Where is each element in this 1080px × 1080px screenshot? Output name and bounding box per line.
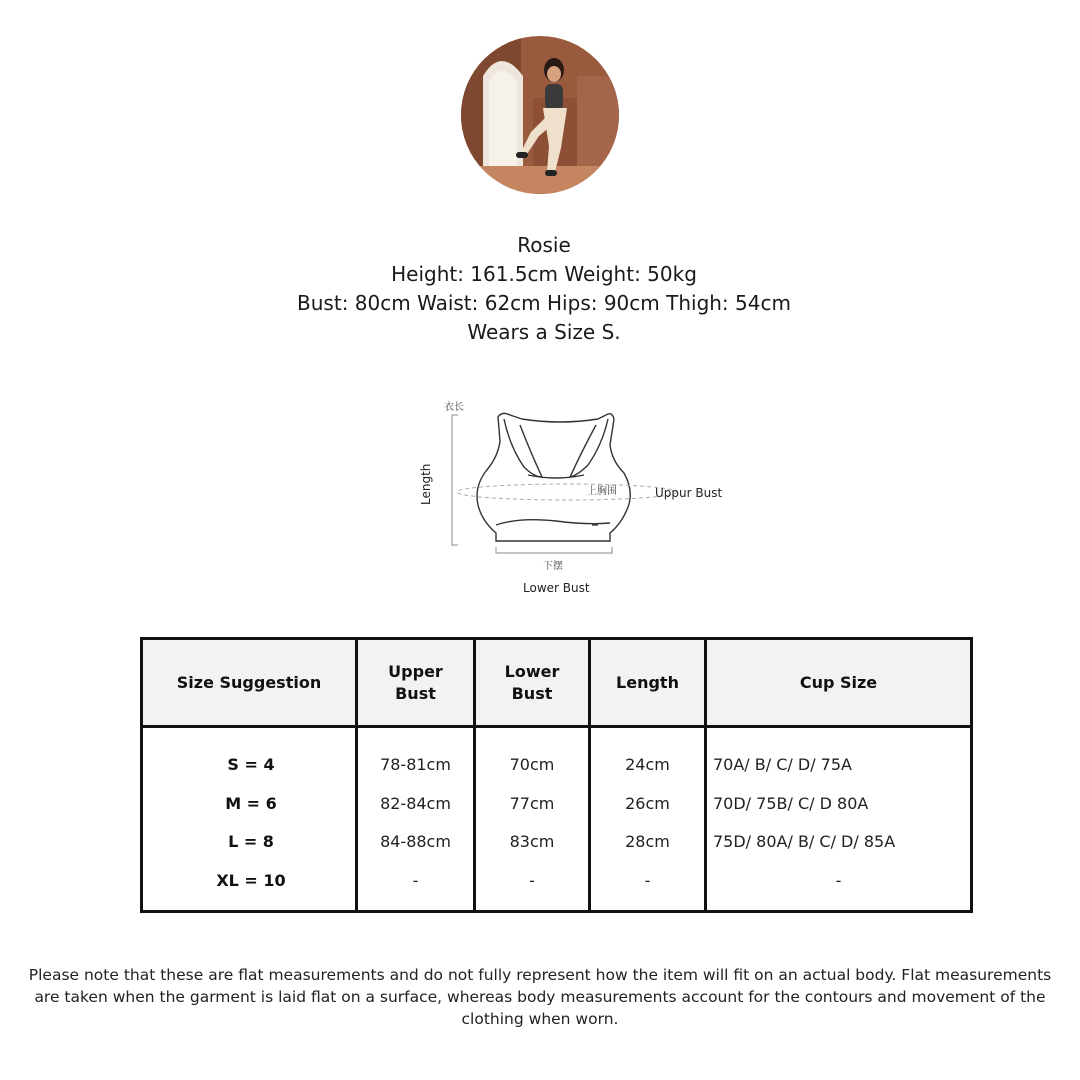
cup-size-column xyxy=(706,727,972,912)
model-photo-illustration xyxy=(461,36,619,194)
header-upper-bust: Upper Bust xyxy=(357,639,475,727)
header-cup-size: Cup Size xyxy=(706,639,972,727)
model-photo xyxy=(461,36,619,194)
model-info xyxy=(0,231,1080,347)
cup-size-value: 70D/ 75B/ C/ D 80A xyxy=(713,793,869,813)
table-header-row xyxy=(142,639,972,727)
model-measurements: Bust: 80cm Waist: 62cm Hips: 90cm Thigh: 54cm xyxy=(297,291,791,315)
length-value: - xyxy=(644,870,651,890)
garment-diagram xyxy=(410,395,740,605)
model-name: Rosie xyxy=(517,233,571,257)
length-value: 26cm xyxy=(625,793,670,813)
length-cn-label: 衣长 xyxy=(444,402,464,413)
upper-bust-label: Uppur Bust xyxy=(655,486,723,500)
sports-bra-outline xyxy=(477,413,630,541)
size-value: S = 4 xyxy=(227,755,275,774)
length-value: 24cm xyxy=(625,755,670,774)
table-body-row xyxy=(142,727,972,912)
upper-bust-guide xyxy=(457,484,677,500)
upper-bust-value: 84-88cm xyxy=(380,832,451,851)
cup-size-value: - xyxy=(835,870,842,890)
size-value: XL = 10 xyxy=(216,870,286,890)
lower-bust-bracket xyxy=(496,547,612,553)
lower-bust-value: 83cm xyxy=(509,832,555,851)
upper-bust-value: - xyxy=(412,870,419,890)
length-column xyxy=(590,727,706,912)
cup-size-value: 70A/ B/ C/ D/ 75A xyxy=(713,755,852,774)
lower-bust-column xyxy=(475,727,590,912)
upper-bust-cn-label: 上胸围 xyxy=(587,486,617,497)
model-size: Wears a Size S. xyxy=(467,320,621,344)
lower-bust-value: 70cm xyxy=(509,755,555,774)
lower-bust-value: 77cm xyxy=(509,793,555,813)
header-length: Length xyxy=(590,639,706,727)
lower-bust-value: - xyxy=(529,870,535,890)
upper-bust-column xyxy=(357,727,475,912)
header-size-suggestion: Size Suggestion xyxy=(142,639,357,727)
model-height-weight: Height: 161.5cm Weight: 50kg xyxy=(391,262,697,286)
header-lower-bust: Lower Bust xyxy=(475,639,590,727)
flat-measurement-note: Please note that these are flat measurements and do not fully represent how the item will fit on an actual body. Flat measurements are taken when the garment is laid flat on a surface, whereas body measurements account for the contours and movement of the clothing when worn. xyxy=(28,966,1052,1028)
upper-bust-value: 78-81cm xyxy=(380,755,451,774)
lower-bust-label: Lower Bust xyxy=(523,581,590,595)
size-column xyxy=(142,727,357,912)
size-chart-table xyxy=(140,637,973,913)
size-value: M = 6 xyxy=(225,793,277,813)
length-label: Length xyxy=(419,463,433,505)
length-bracket xyxy=(452,415,458,545)
upper-bust-value: 82-84cm xyxy=(380,793,451,813)
length-value: 28cm xyxy=(625,832,670,851)
lower-bust-cn-label: 下摆 xyxy=(543,561,563,572)
size-value: L = 8 xyxy=(228,832,274,851)
cup-size-value: 75D/ 80A/ B/ C/ D/ 85A xyxy=(713,832,896,851)
